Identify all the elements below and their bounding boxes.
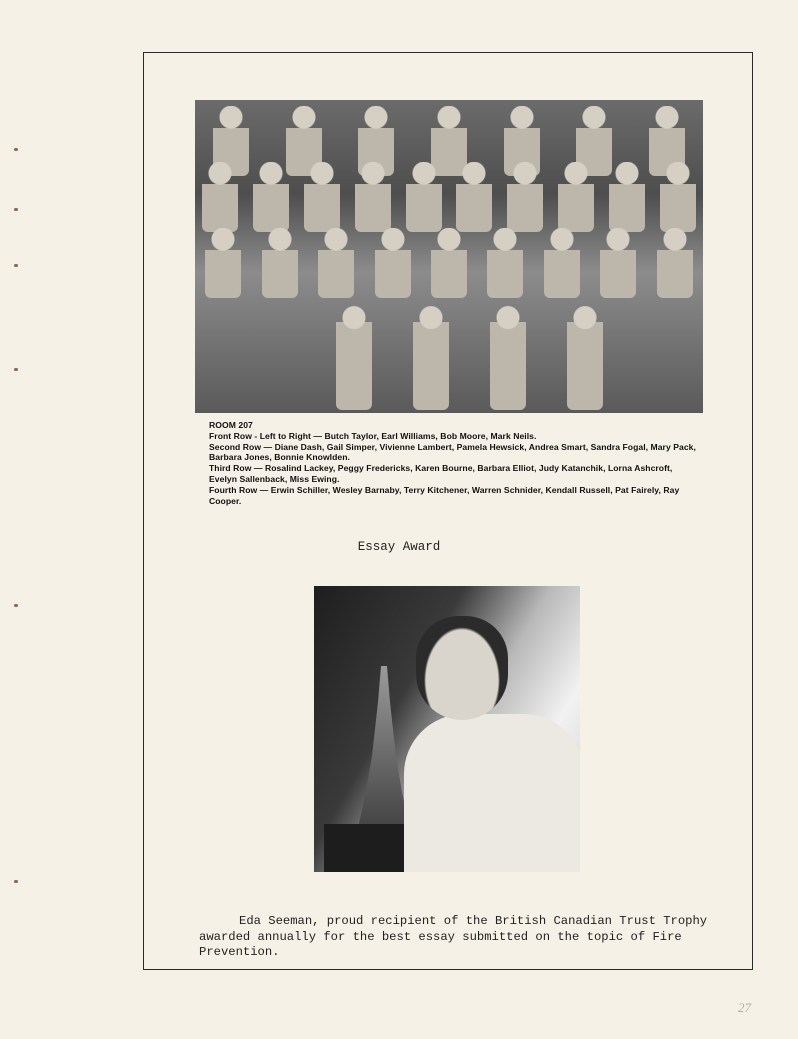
student-figure xyxy=(253,162,289,232)
portrait-figure-head xyxy=(416,616,508,720)
student-figure xyxy=(336,300,372,410)
student-figure xyxy=(202,162,238,232)
student-figure xyxy=(205,228,241,298)
binder-hole-mark xyxy=(14,264,18,267)
student-figure xyxy=(413,300,449,410)
student-figure xyxy=(544,228,580,298)
student-figure xyxy=(567,300,603,410)
student-figure xyxy=(318,228,354,298)
student-figure xyxy=(558,162,594,232)
binder-hole-mark xyxy=(14,148,18,151)
award-portrait-photo xyxy=(314,586,580,872)
student-figure xyxy=(431,228,467,298)
student-figure xyxy=(609,162,645,232)
student-figure xyxy=(507,162,543,232)
caption-row-fourth: Fourth Row — Erwin Schiller, Wesley Barnaby, Terry Kitchener, Warren Schnider, Kendall Russell, Pat Fairely, Ray Cooper. xyxy=(209,484,680,506)
binder-hole-mark xyxy=(14,604,18,607)
class-photo xyxy=(195,100,703,413)
binder-hole-mark xyxy=(14,368,18,371)
caption-row-second: Second Row — Diane Dash, Gail Simper, Vivienne Lambert, Pamela Hewsick, Andrea Smart, Sandra Fogal, Mary Pack, Barbara Jones, Bonnie Knowlden. xyxy=(209,441,696,463)
student-figure xyxy=(304,162,340,232)
binder-hole-mark xyxy=(14,880,18,883)
award-description: Eda Seeman, proud recipient of the British Canadian Trust Trophy awarded annually for the best essay submitted on the topic of Fire Prevention. xyxy=(199,914,708,960)
student-figure xyxy=(406,162,442,232)
binder-hole-mark xyxy=(14,208,18,211)
student-figure xyxy=(660,162,696,232)
photo-row-second xyxy=(195,228,703,298)
student-figure xyxy=(600,228,636,298)
student-figure xyxy=(657,228,693,298)
student-figure xyxy=(487,228,523,298)
student-figure xyxy=(355,162,391,232)
page-number: 27 xyxy=(738,1000,751,1015)
portrait-figure-body xyxy=(404,714,580,872)
photo-row-third xyxy=(195,162,703,232)
student-figure xyxy=(262,228,298,298)
caption-row-third: Third Row — Rosalind Lackey, Peggy Fredericks, Karen Bourne, Barbara Elliot, Judy Katanchik, Lorna Ashcroft, Evelyn Sallenback, Miss Ewing. xyxy=(209,463,673,484)
room-heading: ROOM 207 xyxy=(209,420,253,430)
class-photo-caption xyxy=(209,420,699,506)
award-title: Essay Award xyxy=(357,540,441,554)
student-figure xyxy=(375,228,411,298)
student-figure xyxy=(490,300,526,410)
photo-row-front xyxy=(315,300,623,410)
caption-row-front: Front Row - Left to Right — Butch Taylor, Earl Williams, Bob Moore, Mark Neils. xyxy=(209,430,537,441)
student-figure xyxy=(456,162,492,232)
